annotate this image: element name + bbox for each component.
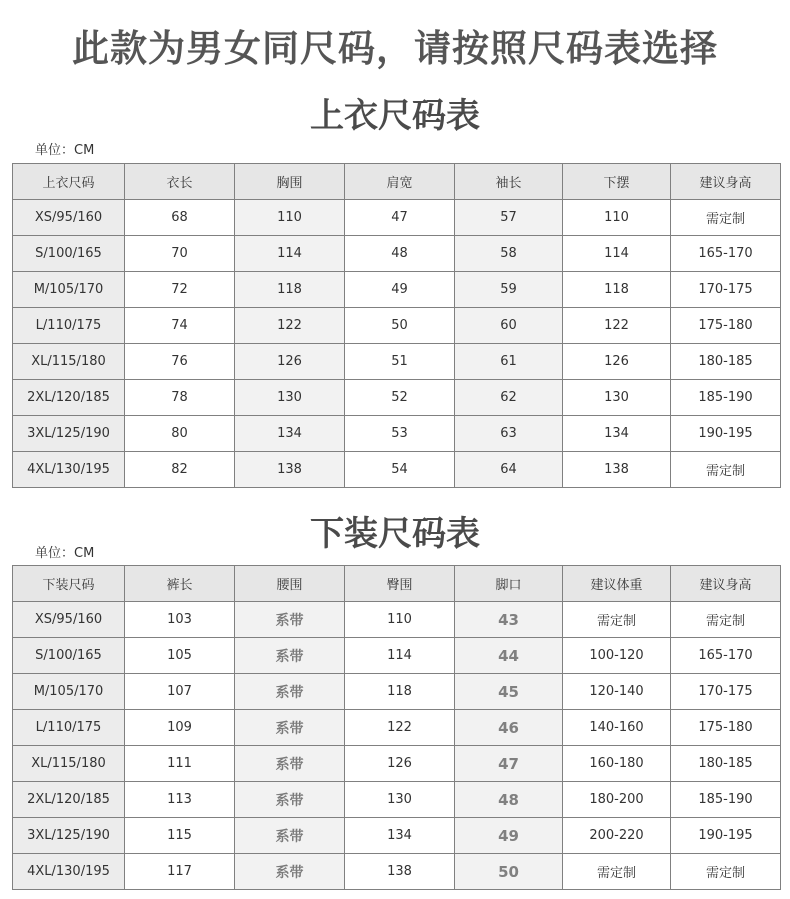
table-cell: 170-175: [671, 272, 781, 308]
table-cell: 51: [345, 344, 455, 380]
table-row: [13, 452, 781, 488]
cell-value: 系带: [275, 864, 304, 881]
table-cell: XS/95/160: [13, 602, 125, 638]
table-cell: 54: [345, 452, 455, 488]
cell-value: 系带: [275, 756, 304, 773]
table-cell: 80: [125, 416, 235, 452]
table-cell: S/100/165: [13, 638, 125, 674]
table-cell: [235, 638, 345, 674]
table-cell: 70: [125, 236, 235, 272]
table-row: [13, 638, 781, 674]
table-cell: 需定制: [563, 602, 671, 638]
table-cell: 170-175: [671, 674, 781, 710]
table-cell: 160-180: [563, 746, 671, 782]
top-column-header: 上衣尺码: [13, 164, 125, 200]
table-cell: 3XL/125/190: [13, 818, 125, 854]
top-column-header: 袖长: [455, 164, 563, 200]
table-cell: [455, 602, 563, 638]
table-row: [13, 272, 781, 308]
table-cell: 68: [125, 200, 235, 236]
table-cell: [235, 818, 345, 854]
table-cell: 需定制: [671, 602, 781, 638]
cell-value: 43: [498, 610, 519, 629]
cell-value: 45: [498, 682, 519, 701]
table-cell: 78: [125, 380, 235, 416]
table-cell: 4XL/130/195: [13, 452, 125, 488]
bottom-size-table: [12, 565, 781, 890]
table-cell: 107: [125, 674, 235, 710]
table-row: [13, 344, 781, 380]
page-headline: 此款为男女同尺码，请按照尺码表选择: [72, 27, 718, 70]
table-row: [13, 236, 781, 272]
table-cell: 200-220: [563, 818, 671, 854]
cell-value: 系带: [275, 612, 304, 629]
table-cell: 61: [455, 344, 563, 380]
table-cell: 134: [345, 818, 455, 854]
table-cell: 82: [125, 452, 235, 488]
table-cell: 122: [235, 308, 345, 344]
bottom-column-header: 建议身高: [671, 566, 781, 602]
bottom-column-header: 下装尺码: [13, 566, 125, 602]
cell-value: 49: [498, 826, 519, 845]
table-cell: 115: [125, 818, 235, 854]
table-cell: 49: [345, 272, 455, 308]
table-cell: 76: [125, 344, 235, 380]
table-cell: 50: [345, 308, 455, 344]
bottom-column-header: 裤长: [125, 566, 235, 602]
bottom-column-header: 臀围: [345, 566, 455, 602]
table-row: [13, 308, 781, 344]
table-cell: 122: [563, 308, 671, 344]
bottom-size-chart-title: 下装尺码表: [310, 514, 480, 554]
bottom-column-header: 脚口: [455, 566, 563, 602]
top-column-header: 胸围: [235, 164, 345, 200]
top-size-table: [12, 163, 781, 488]
table-cell: 110: [235, 200, 345, 236]
table-cell: 2XL/120/185: [13, 380, 125, 416]
table-cell: 53: [345, 416, 455, 452]
table-cell: 134: [563, 416, 671, 452]
table-cell: 130: [345, 782, 455, 818]
table-cell: 165-170: [671, 638, 781, 674]
table-row: [13, 380, 781, 416]
table-cell: XL/115/180: [13, 746, 125, 782]
table-cell: 63: [455, 416, 563, 452]
table-cell: 52: [345, 380, 455, 416]
table-cell: 138: [345, 854, 455, 890]
table-cell: L/110/175: [13, 308, 125, 344]
table-cell: 134: [235, 416, 345, 452]
table-cell: 180-185: [671, 344, 781, 380]
table-cell: 126: [235, 344, 345, 380]
table-cell: [455, 782, 563, 818]
table-cell: 165-170: [671, 236, 781, 272]
table-cell: 118: [235, 272, 345, 308]
table-cell: 110: [345, 602, 455, 638]
table-cell: [455, 674, 563, 710]
cell-value: 50: [498, 862, 519, 881]
table-cell: 110: [563, 200, 671, 236]
top-column-header: 肩宽: [345, 164, 455, 200]
table-cell: M/105/170: [13, 272, 125, 308]
table-cell: 72: [125, 272, 235, 308]
table-cell: 需定制: [671, 200, 781, 236]
table-cell: 64: [455, 452, 563, 488]
table-cell: 58: [455, 236, 563, 272]
table-cell: XL/115/180: [13, 344, 125, 380]
top-size-chart-title: 上衣尺码表: [310, 96, 480, 136]
bottom-unit-label: 单位：CM: [35, 546, 95, 561]
table-cell: 190-195: [671, 416, 781, 452]
table-cell: 118: [563, 272, 671, 308]
table-cell: XS/95/160: [13, 200, 125, 236]
table-cell: 需定制: [671, 854, 781, 890]
table-cell: 需定制: [563, 854, 671, 890]
table-cell: [455, 638, 563, 674]
bottom-header-row: [13, 566, 781, 602]
table-row: [13, 674, 781, 710]
table-cell: 117: [125, 854, 235, 890]
table-cell: 114: [563, 236, 671, 272]
table-cell: 130: [235, 380, 345, 416]
table-cell: 126: [345, 746, 455, 782]
table-cell: 113: [125, 782, 235, 818]
table-cell: [235, 854, 345, 890]
table-cell: 138: [563, 452, 671, 488]
cell-value: 系带: [275, 720, 304, 737]
table-cell: 114: [345, 638, 455, 674]
cell-value: 系带: [275, 648, 304, 665]
table-cell: [235, 602, 345, 638]
cell-value: 47: [498, 754, 519, 773]
table-cell: [235, 710, 345, 746]
cell-value: 系带: [275, 792, 304, 809]
table-cell: [235, 782, 345, 818]
table-cell: [455, 854, 563, 890]
cell-value: 系带: [275, 828, 304, 845]
table-cell: 114: [235, 236, 345, 272]
table-cell: 57: [455, 200, 563, 236]
table-cell: 120-140: [563, 674, 671, 710]
table-cell: 47: [345, 200, 455, 236]
table-row: [13, 710, 781, 746]
cell-value: 46: [498, 718, 519, 737]
table-cell: 180-200: [563, 782, 671, 818]
top-header-row: [13, 164, 781, 200]
table-cell: 4XL/130/195: [13, 854, 125, 890]
table-cell: 185-190: [671, 782, 781, 818]
cell-value: 48: [498, 790, 519, 809]
top-column-header: 衣长: [125, 164, 235, 200]
table-cell: 103: [125, 602, 235, 638]
table-cell: 111: [125, 746, 235, 782]
top-column-header: 建议身高: [671, 164, 781, 200]
table-cell: 48: [345, 236, 455, 272]
table-cell: [235, 674, 345, 710]
table-cell: L/110/175: [13, 710, 125, 746]
top-column-header: 下摆: [563, 164, 671, 200]
table-row: [13, 200, 781, 236]
table-cell: 140-160: [563, 710, 671, 746]
table-row: [13, 854, 781, 890]
table-cell: 180-185: [671, 746, 781, 782]
table-cell: S/100/165: [13, 236, 125, 272]
table-cell: 175-180: [671, 308, 781, 344]
cell-value: 系带: [275, 684, 304, 701]
table-row: [13, 818, 781, 854]
top-unit-label: 单位：CM: [35, 143, 95, 158]
table-row: [13, 602, 781, 638]
table-cell: [455, 746, 563, 782]
table-cell: 126: [563, 344, 671, 380]
table-cell: 100-120: [563, 638, 671, 674]
bottom-column-header: 建议体重: [563, 566, 671, 602]
table-row: [13, 746, 781, 782]
table-cell: 需定制: [671, 452, 781, 488]
table-row: [13, 782, 781, 818]
table-cell: 190-195: [671, 818, 781, 854]
table-cell: [455, 710, 563, 746]
table-cell: [235, 746, 345, 782]
table-row: [13, 416, 781, 452]
bottom-column-header: 腰围: [235, 566, 345, 602]
table-cell: 185-190: [671, 380, 781, 416]
table-cell: 105: [125, 638, 235, 674]
table-cell: [455, 818, 563, 854]
table-cell: 130: [563, 380, 671, 416]
table-cell: 62: [455, 380, 563, 416]
cell-value: 44: [498, 646, 519, 665]
table-cell: 2XL/120/185: [13, 782, 125, 818]
table-cell: 74: [125, 308, 235, 344]
table-cell: 138: [235, 452, 345, 488]
table-cell: 118: [345, 674, 455, 710]
table-cell: 59: [455, 272, 563, 308]
table-cell: 109: [125, 710, 235, 746]
table-cell: 175-180: [671, 710, 781, 746]
table-cell: 60: [455, 308, 563, 344]
table-cell: 122: [345, 710, 455, 746]
table-cell: 3XL/125/190: [13, 416, 125, 452]
table-cell: M/105/170: [13, 674, 125, 710]
